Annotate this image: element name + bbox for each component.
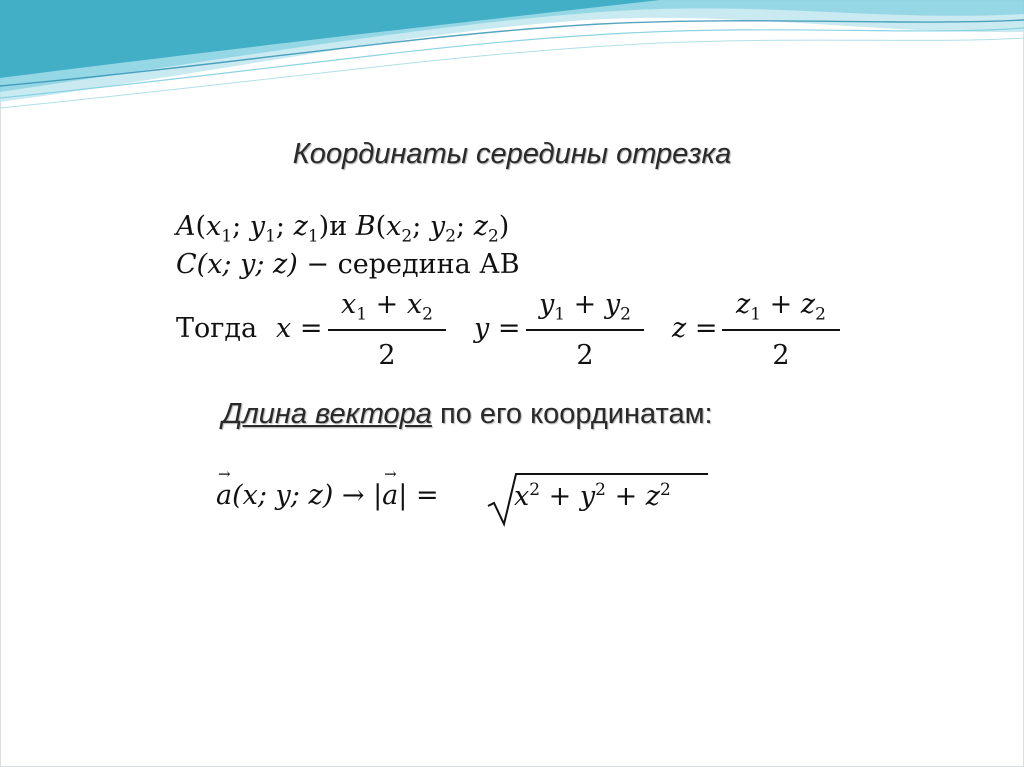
midpoint-text: середина АВ bbox=[337, 249, 520, 280]
vector-length-heading bbox=[222, 398, 713, 431]
maps-to-arrow: → bbox=[341, 480, 365, 511]
formula-x-lhs: x = bbox=[276, 313, 323, 344]
header-wave-decoration bbox=[0, 0, 1024, 120]
num-sub: 1 bbox=[554, 304, 566, 325]
fraction-x-denominator: 2 bbox=[378, 340, 396, 371]
point-c-label: C bbox=[176, 249, 197, 280]
vector-formula-left bbox=[216, 480, 439, 511]
coord-z2: z bbox=[473, 211, 488, 242]
num-sub: 1 bbox=[356, 304, 368, 325]
formula-y-lhs: y = bbox=[474, 313, 521, 344]
abs-right-bar: | bbox=[398, 480, 408, 511]
sub-1: 1 bbox=[265, 226, 276, 247]
coord-z1: z bbox=[293, 211, 308, 242]
vector-args: (x; y; z) bbox=[232, 480, 334, 511]
fraction-bar bbox=[722, 329, 840, 331]
fraction-x bbox=[328, 287, 446, 373]
coord-y2: y bbox=[429, 211, 446, 242]
fraction-y-denominator: 2 bbox=[576, 340, 594, 371]
exponent: 2 bbox=[595, 480, 606, 500]
num-sub: 2 bbox=[620, 304, 631, 325]
term-x: x bbox=[514, 481, 530, 512]
sub-2: 2 bbox=[401, 226, 413, 247]
plus-sign: + bbox=[548, 481, 572, 512]
num-sub: 1 bbox=[750, 304, 762, 325]
num-term: x bbox=[341, 289, 357, 320]
fraction-bar bbox=[526, 329, 644, 331]
vector-length-emphasis: Длина вектора bbox=[222, 398, 432, 430]
sub-2: 2 bbox=[487, 226, 499, 247]
num-sub: 2 bbox=[815, 304, 826, 325]
midpoint-c-line bbox=[176, 248, 520, 282]
vector-length-formula bbox=[216, 468, 716, 528]
point-b-label: B bbox=[355, 211, 376, 242]
points-ab-line: $A(x_1$; $y_1$; $z_1)и$ $B(x_2$; $y_2$; $z_2$) bbox=[176, 211, 510, 247]
conjunction-and: и bbox=[329, 211, 348, 242]
fraction-z-numerator: $z_1 + z_2$ bbox=[736, 289, 826, 325]
var-y: y bbox=[474, 313, 490, 344]
num-term: y bbox=[604, 289, 621, 320]
vector-length-rest: по его координатам: bbox=[431, 398, 713, 430]
equals-sign: = bbox=[415, 480, 439, 511]
num-term: z bbox=[800, 289, 816, 320]
vector-a-symbol: → a bbox=[216, 480, 232, 511]
slide-title: Координаты середины отрезка bbox=[292, 138, 732, 170]
coord-y1: y bbox=[249, 211, 266, 242]
exponent: 2 bbox=[529, 480, 541, 500]
sub-1: 1 bbox=[307, 226, 319, 247]
num-sub: 2 bbox=[422, 304, 433, 325]
point-a-label: A bbox=[176, 211, 196, 242]
num-term: y bbox=[539, 289, 555, 320]
fraction-y bbox=[526, 287, 644, 373]
plus-sign: + bbox=[614, 481, 638, 512]
var-z: z bbox=[672, 313, 687, 344]
then-word: Тогда bbox=[176, 313, 258, 344]
num-term: z bbox=[736, 289, 751, 320]
coord-x2: x bbox=[386, 211, 402, 242]
var-x: x bbox=[276, 313, 292, 344]
point-c-coords: (x; y; z) bbox=[196, 249, 298, 280]
vector-a-symbol: → a bbox=[382, 480, 398, 511]
num-term: x bbox=[406, 289, 423, 320]
fraction-bar bbox=[328, 329, 446, 331]
term-z: z bbox=[645, 481, 661, 512]
fraction-z-denominator: 2 bbox=[772, 340, 790, 371]
dash: − bbox=[297, 249, 338, 280]
fraction-z bbox=[722, 287, 840, 373]
sub-2: 2 bbox=[445, 226, 457, 247]
coord-x1: x bbox=[206, 211, 222, 242]
abs-left-bar: | bbox=[373, 480, 383, 511]
fraction-x-numerator: $x_1 + x_2$ bbox=[341, 289, 433, 325]
fraction-y-numerator: $y_1 + y_2$ bbox=[539, 289, 631, 325]
sqrt-radicand bbox=[514, 480, 671, 512]
formula-z-lhs: z = bbox=[672, 313, 718, 344]
sub-1: 1 bbox=[221, 226, 233, 247]
exponent: 2 bbox=[660, 480, 671, 500]
term-y: y bbox=[579, 481, 596, 512]
